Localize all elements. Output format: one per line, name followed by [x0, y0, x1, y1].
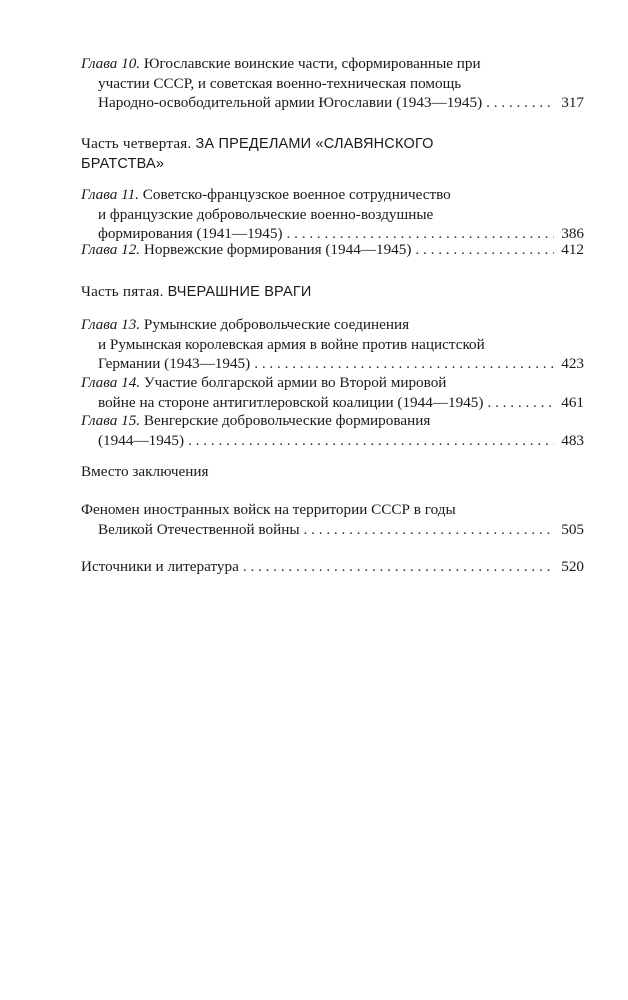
chapter-title-line: и Румынская королевская армия в войне против нацистской — [98, 335, 485, 353]
toc-entry-ch15[interactable] — [81, 411, 584, 450]
toc-part-5 — [81, 282, 584, 302]
chapter-label: Глава 10. — [81, 55, 141, 72]
leader-dots — [254, 354, 554, 374]
chapter-title-line: Венгерские добровольческие формирования — [143, 412, 431, 429]
leader-dots — [486, 93, 554, 113]
part-title: ВЧЕРАШНИЕ ВРАГИ — [167, 284, 312, 300]
leader-dots — [415, 240, 554, 260]
chapter-title-line: Феномен иностранных войск на территории СССР в годы — [81, 501, 456, 518]
chapter-label: Глава 15. — [81, 412, 141, 429]
leader-dots — [243, 557, 554, 577]
leader-dots — [487, 393, 554, 413]
chapter-title-line: Норвежские формирования (1944—1945) — [143, 241, 412, 258]
chapter-title-line: Румынские добровольческие соединения — [143, 316, 410, 333]
page-number: 423 — [561, 355, 584, 372]
chapter-title-line: Советско-французское военное сотрудничество — [142, 186, 451, 203]
section-heading: Вместо заключения — [81, 463, 209, 480]
part-prefix: Часть пятая. — [81, 283, 164, 300]
page-number: 520 — [561, 558, 584, 575]
toc-entry-ch12[interactable] — [81, 240, 584, 260]
toc-entry-conclusion[interactable] — [81, 500, 584, 539]
toc-entry-ch14[interactable] — [81, 373, 584, 412]
toc-conclusion-heading — [81, 462, 584, 482]
chapter-title-line: Народно-освободительной армии Югославии (1943—1945) — [98, 94, 483, 111]
chapter-label: Глава 11. — [81, 186, 139, 203]
leader-dots — [188, 431, 554, 451]
page-number: 505 — [561, 520, 584, 538]
part-prefix: Часть четвертая. — [81, 135, 192, 152]
page-number: 317 — [561, 94, 584, 111]
toc-part-4 — [81, 134, 584, 173]
chapter-title-line: Участие болгарской армии во Второй мировой — [143, 374, 447, 391]
page-number: 412 — [561, 241, 584, 258]
chapter-title-line: участии СССР, и советская военно-техническая помощь — [98, 74, 462, 92]
chapter-title-line: Великой Отечественной войны — [98, 520, 300, 538]
page-number: 461 — [561, 393, 584, 411]
page-number: 386 — [561, 225, 584, 242]
part-title: БРАТСТВА» — [81, 155, 165, 172]
toc-entry-ch10[interactable] — [81, 54, 584, 113]
chapter-title-line: и французские добровольческие военно-воздушные — [98, 205, 434, 223]
chapter-title-line: формирования (1941—1945) — [98, 225, 283, 242]
toc-entry-ch11[interactable] — [81, 185, 584, 244]
toc-entry-sources[interactable] — [81, 557, 584, 577]
chapter-label: Глава 14. — [81, 374, 141, 391]
chapter-label: Глава 13. — [81, 316, 141, 333]
chapter-title-line: Источники и литература — [81, 558, 239, 575]
chapter-title-line: (1944—1945) — [98, 431, 185, 449]
chapter-label: Глава 12. — [81, 241, 141, 258]
part-title: ЗА ПРЕДЕЛАМИ «СЛАВЯНСКОГО — [195, 136, 434, 152]
chapter-title-line: Югославские воинские части, сформированные при — [143, 55, 481, 72]
chapter-title-line: Германии (1943—1945) — [98, 355, 251, 372]
leader-dots — [304, 520, 554, 540]
toc-entry-ch13[interactable] — [81, 315, 584, 374]
chapter-title-line: войне на стороне антигитлеровской коалиции (1944—1945) — [98, 393, 484, 411]
page-number: 483 — [561, 431, 584, 449]
